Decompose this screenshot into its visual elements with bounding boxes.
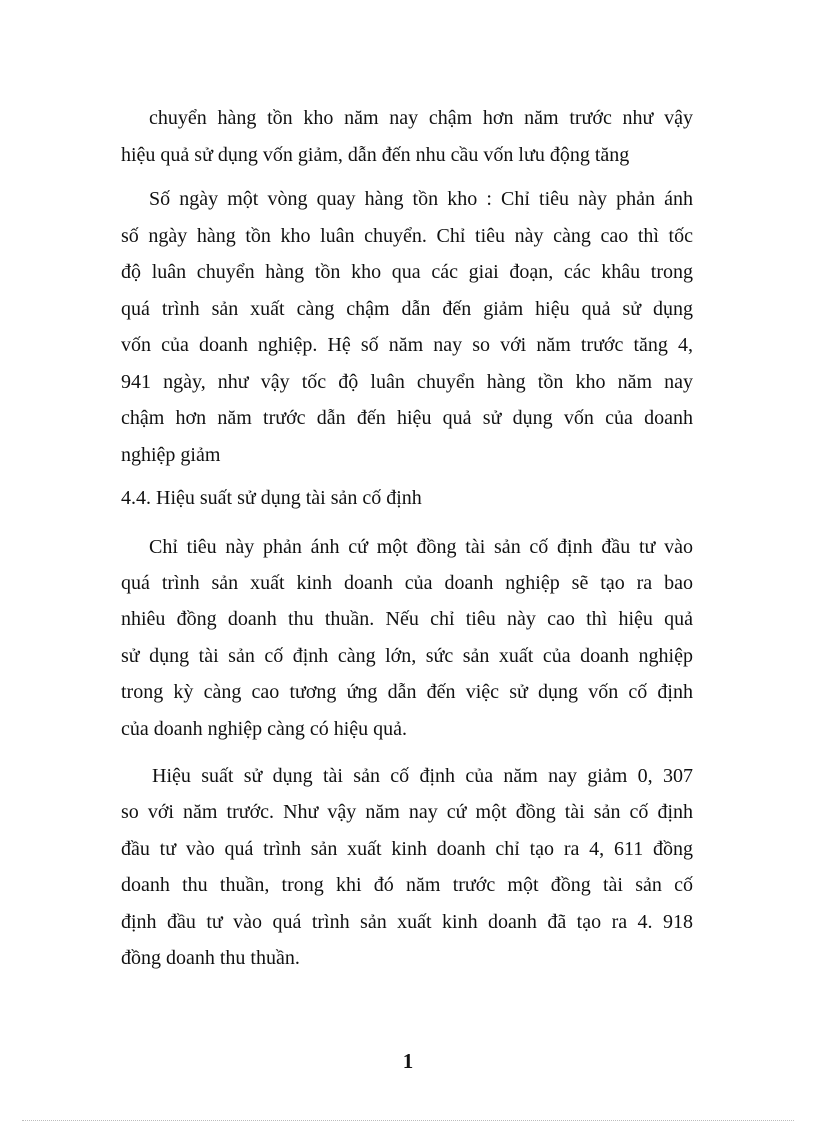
paragraph-line: định đầu tư vào quá trình sản xuất kinh doanh đã tạo ra 4. 918 bbox=[121, 911, 693, 933]
paragraph-line: đầu tư vào quá trình sản xuất kinh doanh chỉ tạo ra 4, 611 đồng bbox=[121, 838, 693, 860]
paragraph-line: hiệu quả sử dụng vốn giảm, dẫn đến nhu cầu vốn lưu động tăng bbox=[121, 144, 630, 166]
paragraph-line: nghiệp giảm bbox=[121, 444, 221, 466]
paragraph-line: quá trình sản xuất càng chậm dẫn đến giảm hiệu quả sử dụng bbox=[121, 298, 693, 320]
section-heading: 4.4. Hiệu suất sử dụng tài sản cố định bbox=[121, 487, 422, 509]
paragraph-line: 941 ngày, như vậy tốc độ luân chuyển hàng tồn kho năm nay bbox=[121, 371, 693, 393]
paragraph-line: chậm hơn năm trước dẫn đến hiệu quả sử dụng vốn của doanh bbox=[121, 407, 693, 429]
paragraph-line: sử dụng tài sản cố định càng lớn, sức sản xuất của doanh nghiệp bbox=[121, 645, 693, 667]
paragraph-line: nhiêu đồng doanh thu thuần. Nếu chỉ tiêu này cao thì hiệu quả bbox=[121, 608, 693, 630]
paragraph-line: chuyển hàng tồn kho năm nay chậm hơn năm trước như vậy bbox=[149, 107, 693, 129]
paragraph-line: quá trình sản xuất kinh doanh của doanh nghiệp sẽ tạo ra bao bbox=[121, 572, 693, 594]
page-bottom-rule bbox=[22, 1120, 794, 1121]
paragraph-line: đồng doanh thu thuần. bbox=[121, 947, 300, 969]
paragraph-line: độ luân chuyển hàng tồn kho qua các giai đoạn, các khâu trong bbox=[121, 261, 693, 283]
paragraph-line: vốn của doanh nghiệp. Hệ số năm nay so với năm trước tăng 4, bbox=[121, 334, 693, 356]
paragraph-line: trong kỳ càng cao tương ứng dẫn đến việc sử dụng vốn cố định bbox=[121, 681, 693, 703]
page-number: 1 bbox=[402, 1049, 414, 1073]
paragraph-line: số ngày hàng tồn kho luân chuyển. Chỉ tiêu này càng cao thì tốc bbox=[121, 225, 693, 247]
paragraph-line: của doanh nghiệp càng có hiệu quả. bbox=[121, 718, 408, 740]
paragraph-line: doanh thu thuần, trong khi đó năm trước một đồng tài sản cố bbox=[121, 874, 693, 896]
paragraph-line: so với năm trước. Như vậy năm nay cứ một đồng tài sản cố định bbox=[121, 801, 693, 823]
paragraph-line: Số ngày một vòng quay hàng tồn kho : Chỉ tiêu này phản ánh bbox=[149, 188, 693, 210]
paragraph-line: Chỉ tiêu này phản ánh cứ một đồng tài sản cố định đầu tư vào bbox=[149, 536, 693, 558]
paragraph-line: Hiệu suất sử dụng tài sản cố định của năm nay giảm 0, 307 bbox=[152, 765, 693, 787]
